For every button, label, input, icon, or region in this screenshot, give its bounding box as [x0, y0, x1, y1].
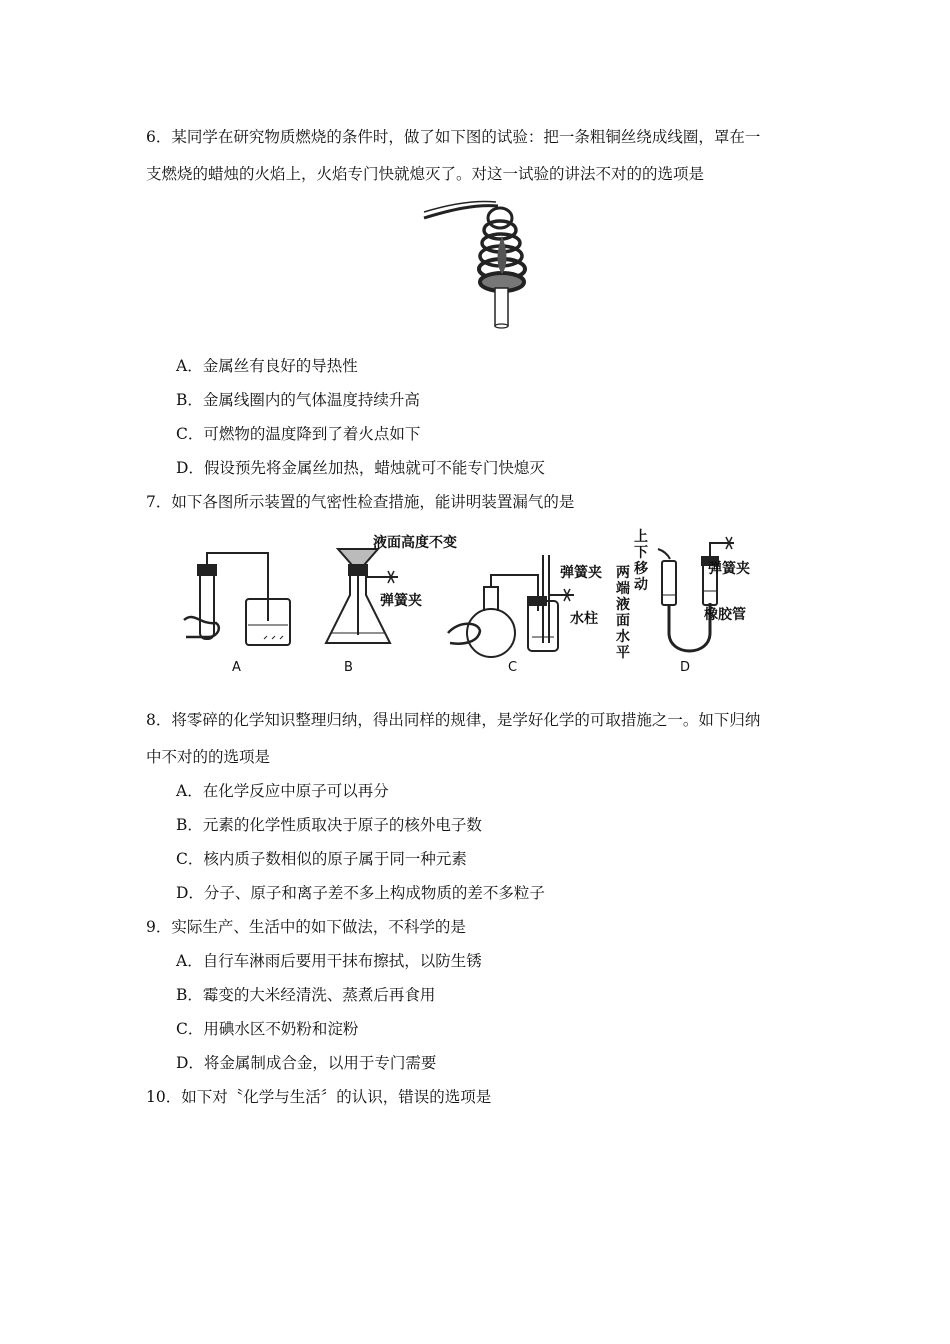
- q8-stem-line2: 中不对的的选项是: [146, 748, 271, 766]
- q9-stem: 9．实际生产、生活中的如下做法，不科学的是: [146, 918, 466, 936]
- q7-c-label-water: 水柱: [570, 611, 598, 627]
- q7-panel-label-b: B: [344, 660, 353, 675]
- q7-d-label-clip: 弹簧夹: [708, 561, 750, 577]
- q9-option-d: D．将金属制成合金，以用于专门需要: [176, 1054, 437, 1072]
- q9-option-b: B．霉变的大米经清洗、蒸煮后再食用: [176, 986, 436, 1004]
- q6-option-c: C．可燃物的温度降到了着火点如下: [176, 425, 421, 443]
- q7-d-move-3: 动: [634, 577, 648, 593]
- q7-d-level-3: 面: [616, 613, 630, 629]
- q6-copper-coil-candle-figure: [420, 196, 530, 330]
- q7-d-move-0: 上: [634, 529, 648, 545]
- q7-d-move-2: 移: [634, 561, 648, 577]
- q6-option-d: D．假设预先将金属丝加热，蜡烛就可不能专门快熄灭: [176, 459, 545, 477]
- q6-option-b: B．金属线圈内的气体温度持续升高: [176, 391, 420, 409]
- q7-c-label-clip: 弹簧夹: [560, 565, 602, 581]
- q10-stem: 10．如下对〝化学与生活〞的认识，错误的选项是: [146, 1088, 492, 1106]
- q7-d-move-1: 下: [634, 545, 648, 561]
- q7-d-level-2: 液: [616, 597, 630, 613]
- q7-d-level-4: 水: [616, 629, 630, 645]
- q9-option-c: C．用碘水区不奶粉和淀粉: [176, 1020, 359, 1038]
- q7-stem: 7．如下各图所示装置的气密性检查措施，能讲明装置漏气的是: [146, 493, 575, 511]
- q8-option-d: D．分子、原子和离子差不多上构成物质的差不多粒子: [176, 884, 545, 902]
- q8-option-a: A．在化学反应中原子可以再分: [176, 782, 389, 800]
- q8-option-b: B．元素的化学性质取决于原子的核外电子数: [176, 816, 482, 834]
- q7-b-label-level: 液面高度不变: [373, 535, 457, 551]
- q7-panel-label-c: C: [508, 660, 518, 675]
- q7-apparatus-figure: [178, 525, 790, 677]
- q7-d-level-0: 两: [616, 565, 630, 581]
- q7-d-level-5: 平: [616, 645, 630, 661]
- q7-d-label-tube: 橡胶管: [704, 607, 746, 623]
- q8-option-c: C．核内质子数相似的原子属于同一种元素: [176, 850, 467, 868]
- q7-d-level-1: 端: [616, 581, 630, 597]
- q7-b-label-clip: 弹簧夹: [380, 593, 422, 609]
- q6-stem-line1: 6．某同学在研究物质燃烧的条件时，做了如下图的试验：把一条粗铜丝绕成线圈，罩在一: [146, 128, 761, 146]
- q7-panel-label-a: A: [232, 660, 241, 675]
- q9-option-a: A．自行车淋雨后要用干抹布擦拭，以防生锈: [176, 952, 482, 970]
- q6-option-a: A．金属丝有良好的导热性: [176, 357, 358, 375]
- q7-panel-label-d: D: [680, 660, 691, 675]
- q8-stem-line1: 8．将零碎的化学知识整理归纳，得出同样的规律，是学好化学的可取措施之一。如下归纳: [146, 711, 761, 729]
- q6-stem-line2: 支燃烧的蜡烛的火焰上，火焰专门快就熄灭了。对这一试验的讲法不对的的选项是: [146, 165, 705, 183]
